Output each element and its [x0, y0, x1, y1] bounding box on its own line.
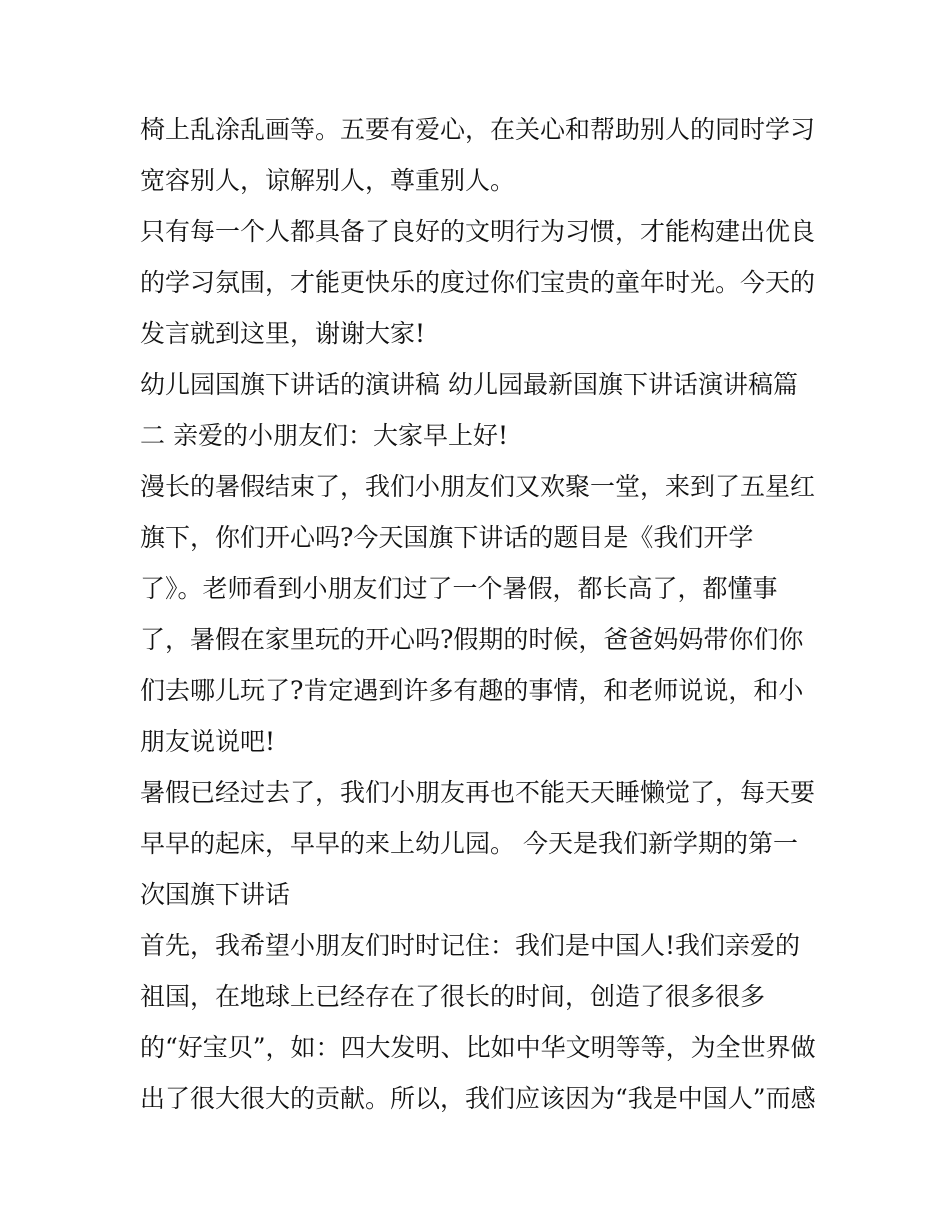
- text-line: 的学习氛围，才能更快乐的度过你们宝贵的童年时光。今天的: [140, 268, 816, 297]
- text-line: 祖国，在地球上已经存在了很长的时间，创造了很多很多: [140, 982, 766, 1011]
- text-line: 椅上乱涂乱画等。五要有爱心，在关心和帮助别人的同时学习: [140, 115, 816, 144]
- text-line: 宽容别人，谅解别人，尊重别人。: [140, 166, 516, 195]
- text-line: 旗下，你们开心吗?今天国旗下讲话的题目是《我们开学: [140, 523, 754, 552]
- text-line: 暑假已经过去了，我们小朋友再也不能天天睡懒觉了，每天要: [140, 778, 816, 807]
- text-line: 们去哪儿玩了?肯定遇到许多有趣的事情，和老师说说，和小: [140, 676, 804, 705]
- text-line: 首先，我希望小朋友们时时记住：我们是中国人!我们亲爱的: [140, 931, 801, 960]
- text-line: 只有每一个人都具备了良好的文明行为习惯，才能构建出优良: [140, 217, 816, 246]
- text-line: 发言就到这里，谢谢大家!: [140, 319, 426, 348]
- text-line: 早早的起床，早早的来上幼儿园。 今天是我们新学期的第一: [140, 829, 798, 858]
- document-body: [140, 104, 830, 1124]
- text-line: 漫长的暑假结束了，我们小朋友们又欢聚一堂，来到了五星红: [140, 472, 816, 501]
- text-line: 次国旗下讲话: [140, 880, 291, 909]
- text-line: 了，暑假在家里玩的开心吗?假期的时候，爸爸妈妈带你们你: [140, 625, 804, 654]
- text-line: 的“好宝贝”，如：四大发明、比如中华文明等等，为全世界做: [140, 1033, 816, 1062]
- text-line: 朋友说说吧!: [140, 727, 276, 756]
- text-line: 了》。老师看到小朋友们过了一个暑假，都长高了，都懂事: [140, 574, 778, 603]
- text-line: 幼儿园国旗下讲话的演讲稿 幼儿园最新国旗下讲话演讲稿篇: [140, 370, 798, 399]
- text-line: 出了很大很大的贡献。所以，我们应该因为“我是中国人”而感: [140, 1084, 816, 1113]
- text-line: 二 亲爱的小朋友们：大家早上好!: [140, 421, 508, 450]
